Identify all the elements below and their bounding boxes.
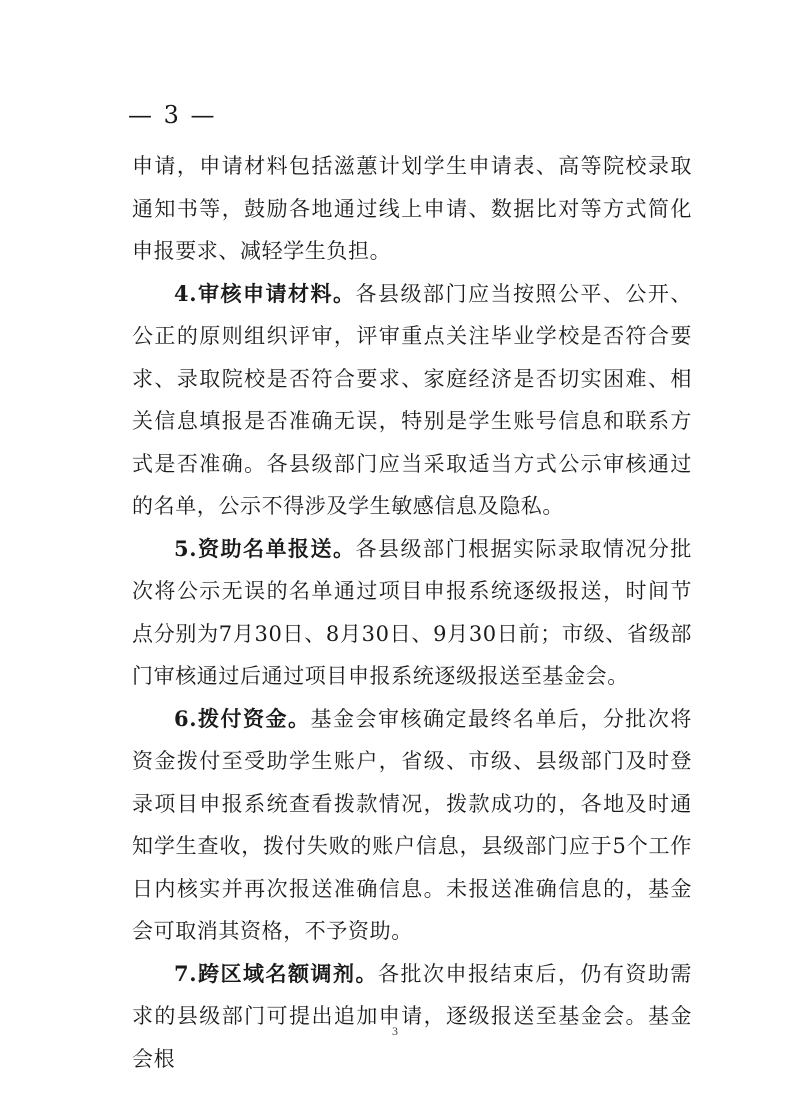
- document-body: [132, 145, 692, 1080]
- paragraph-quota-adjustment: [132, 953, 692, 1081]
- paragraph-text: 各批次申报结束后，仍有资助需求的县级部门可提出追加申请，逐级报送至基金会。基金会根: [132, 961, 692, 1071]
- paragraph-fund-disbursement: [132, 698, 692, 953]
- page-marker: — 3 —: [128, 101, 217, 129]
- section-heading: 6.拨付资金。: [174, 705, 311, 731]
- paragraph-text: 各县级部门应当按照公平、公开、公正的原则组织评审，评审重点关注毕业学校是否符合要求、录取院校是否符合要求、家庭经济是否切实困难、相关信息填报是否准确无误，特别是学生账号信息和联系方式是否准确。各县级部门应当采取适当方式公示审核通过的名单，公示不得涉及学生敏感信息及隐私。: [132, 281, 693, 518]
- paragraph-review-materials: [132, 273, 692, 528]
- footer-page-number: 3: [392, 1024, 398, 1038]
- section-heading: 4.审核申请材料。: [174, 280, 356, 306]
- paragraph-text: 申请，申请材料包括滋蕙计划学生申请表、高等院校录取通知书等，鼓励各地通过线上申请、数据比对等方式简化申报要求、减轻学生负担。: [132, 154, 692, 263]
- section-heading: 5.资助名单报送。: [174, 535, 356, 561]
- paragraph-text: 各县级部门根据实际录取情况分批次将公示无误的名单通过项目申报系统逐级报送，时间节点分别为7月30日、8月30日、9月30日前；市级、省级部门审核通过后通过项目申报系统逐级报送至基金会。: [132, 536, 693, 688]
- paragraph-list-submission: [132, 528, 692, 698]
- paragraph-text: 基金会审核确定最终名单后，分批次将资金拨付至受助学生账户，省级、市级、县级部门及时登录项目申报系统查看拨款情况，拨款成功的，各地及时通知学生查收，拨付失败的账户信息，县级部门应于5个工作日内核实并再次报送准确信息。未报送准确信息的，基金会可取消其资格，不予资助。: [132, 706, 693, 943]
- paragraph-continuation: [132, 145, 692, 273]
- section-heading: 7.跨区域名额调剂。: [174, 960, 378, 986]
